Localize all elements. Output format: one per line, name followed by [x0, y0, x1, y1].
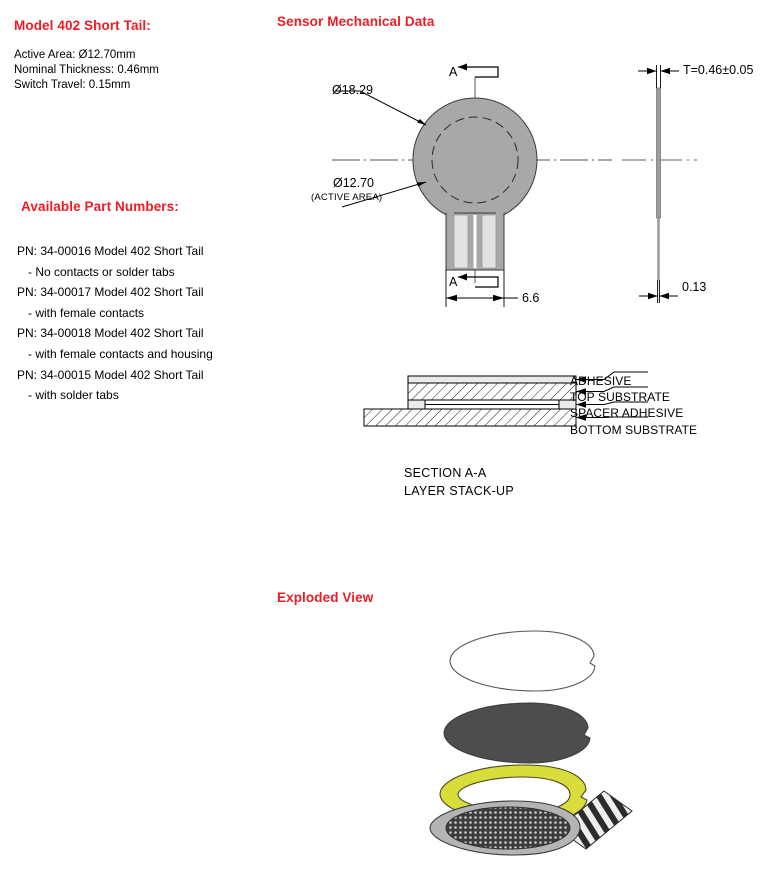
stack-label-adhesive: ADHESIVE [570, 374, 632, 388]
arrowhead-outer-diameter [417, 119, 426, 125]
list-item: PN: 34-00018 Model 402 Short Tail [17, 326, 204, 341]
layer-adhesive [408, 376, 576, 383]
exploded-view-drawing [418, 625, 658, 865]
layer-spacer-adhesive-left [408, 400, 425, 409]
part-numbers-title: Available Part Numbers: [21, 199, 179, 214]
list-item-desc: - No contacts or solder tabs [28, 264, 175, 279]
stack-label-spacer-adhesive: SPACER ADHESIVE [570, 406, 684, 420]
mechanical-data-title: Sensor Mechanical Data [277, 14, 435, 29]
exploded-electrode-mesh [446, 807, 570, 849]
list-item: PN: 34-00015 Model 402 Short Tail [17, 367, 204, 382]
sensor-edge-body [657, 88, 661, 218]
list-item: PN: 34-00016 Model 402 Short Tail [17, 244, 204, 258]
tail-conductor-left [454, 215, 468, 268]
list-item-desc: - with solder tabs [28, 388, 119, 403]
side-view-drawing [612, 55, 732, 315]
spec-list [14, 48, 159, 93]
section-mark-top-label: A [449, 65, 458, 79]
list-item: PN: 34-00017 Model 402 Short Tail [17, 285, 204, 300]
tail-width-label: 6.6 [522, 291, 540, 305]
exploded-view-title: Exploded View [277, 590, 374, 605]
list-item-desc: - with female contacts [28, 305, 145, 320]
thickness-label: T=0.46±0.05 [683, 63, 754, 77]
stack-label-top-substrate: TOP SUBSTRATE [570, 390, 670, 404]
section-caption-line-2: LAYER STACK-UP [404, 484, 515, 498]
spec-active-area: Active Area: Ø12.70mm [14, 49, 136, 61]
layer-bottom-substrate [364, 409, 576, 426]
section-arrow-bottom [458, 274, 467, 281]
list-item-desc: - with female contacts and housing [28, 346, 213, 361]
active-area-note: (ACTIVE AREA) [311, 192, 383, 203]
spec-nominal-thickness: Nominal Thickness: 0.46mm [14, 64, 159, 76]
section-mark-bottom-label: A [449, 275, 458, 289]
outer-diameter-label: Ø18.29 [332, 83, 374, 97]
section-caption-line-1: SECTION A-A [404, 466, 487, 480]
spec-switch-travel: Switch Travel: 0.15mm [14, 79, 131, 91]
tail-thickness-label: 0.13 [682, 280, 707, 294]
layer-top-substrate [408, 383, 576, 400]
sensor-edge-tail [658, 218, 660, 280]
tail-conductor-right [482, 215, 496, 268]
section-arrow-top [458, 64, 467, 71]
active-diameter-label: Ø12.70 [333, 176, 375, 190]
exploded-layer-top-substrate [444, 703, 590, 763]
exploded-layer-adhesive [450, 631, 595, 691]
part-numbers-list [17, 241, 213, 406]
stack-label-bottom-substrate: BOTTOM SUBSTRATE [570, 423, 698, 437]
model-title: Model 402 Short Tail: [14, 18, 151, 33]
